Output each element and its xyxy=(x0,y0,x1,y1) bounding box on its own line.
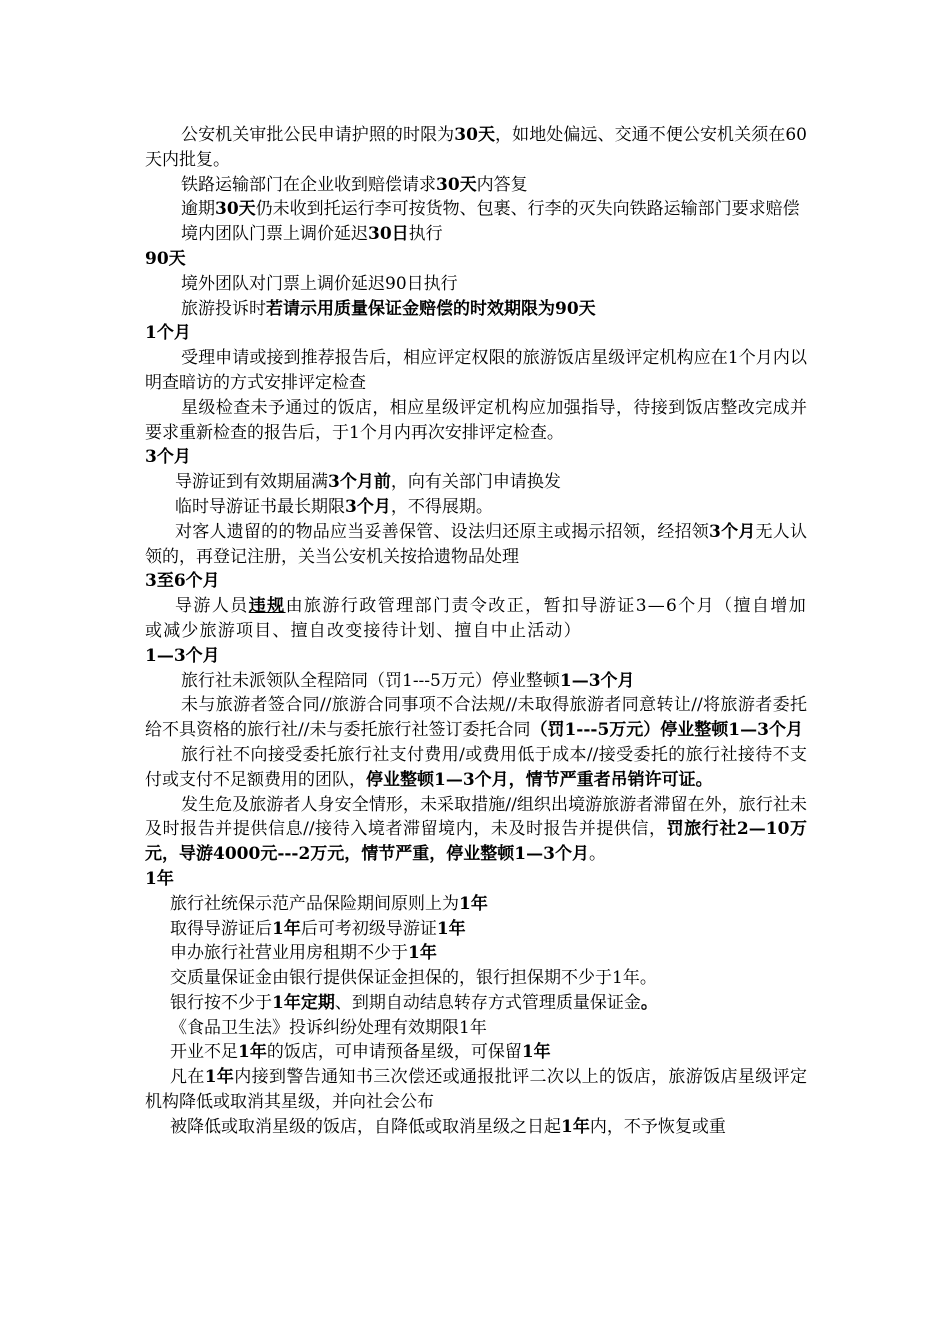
bold-text: 3个月 xyxy=(145,447,191,468)
text-run: ，向有关部门申请换发 xyxy=(390,472,561,493)
paragraph xyxy=(145,346,807,396)
text-run: 境内团队门票上调价延迟 xyxy=(181,224,368,245)
text-run: 临时导游证书最长期限 xyxy=(175,496,345,517)
bold-text: 1个月 xyxy=(145,323,191,344)
paragraph xyxy=(145,917,807,942)
bold-text: 30天 xyxy=(215,199,256,220)
paragraph xyxy=(145,1040,807,1065)
paragraph xyxy=(145,123,807,173)
paragraph xyxy=(145,470,807,495)
bold-text: 3个月 xyxy=(709,521,756,542)
bold-text: 1年 xyxy=(238,1042,267,1063)
document-body xyxy=(145,123,807,1140)
text-run: 开业不足 xyxy=(170,1042,238,1063)
text-run: 旅行社不向接受委托旅行社支付费用/或费用低于成本//接受委托的旅行社接待不支付或支付不足额费用的团队， xyxy=(145,744,807,790)
section-heading xyxy=(145,445,807,470)
text-run: 的饭店，可申请预备星级，可保留 xyxy=(266,1042,522,1063)
text-run: 公安机关审批公民申请护照的时限为 xyxy=(181,125,455,145)
bold-text: 违规 xyxy=(248,596,286,617)
paragraph xyxy=(145,743,807,793)
bold-text: 3至6个月 xyxy=(145,571,220,592)
bold-text: 1—3个月 xyxy=(145,645,220,666)
paragraph xyxy=(145,272,807,297)
text-run: 执行 xyxy=(408,224,443,245)
text-run: 仍未收到托运行李可按货物、包裹、行李的灭失向铁路运输部门要求赔偿 xyxy=(255,199,800,220)
paragraph xyxy=(145,495,807,520)
paragraph xyxy=(145,793,807,867)
paragraph xyxy=(145,197,807,222)
text-run: 星级检查未予通过的饭店，相应星级评定机构应加强指导，待接到饭店整改完成并要求重新检查的报告后，于1个月内再次安排评定检查。 xyxy=(145,397,807,443)
section-heading xyxy=(145,644,807,669)
paragraph xyxy=(145,173,807,198)
paragraph xyxy=(145,1016,807,1041)
bold-text: 3个月前 xyxy=(328,472,391,493)
text-run: 导游证到有效期届满 xyxy=(175,472,328,493)
bold-text: 若请示用质量保证金赔偿的时效期限为90天 xyxy=(266,298,596,319)
section-heading xyxy=(145,569,807,594)
text-run: 无人认领的，再登记注册，关当公安机关按拾遗物品处理 xyxy=(145,521,807,567)
paragraph xyxy=(145,396,807,446)
text-run: 未与旅游者签合同//旅游合同事项不合法规//未取得旅游者同意转让//将旅游者委托给不具资格的旅行社//未与委托旅行社签订委托合同 xyxy=(145,695,807,741)
bold-text: 罚旅行社2—10万元，导游4000元---2万元，情节严重，停业整顿1—3个月 xyxy=(145,819,807,865)
text-run: 旅行社未派领队全程陪同（罚1---5万元）停业整顿 xyxy=(181,670,560,691)
text-run: 《食品卫生法》投诉纠纷处理有效期限1年 xyxy=(170,1017,487,1038)
text-run: 内接到警告通知书三次偿还或通报批评二次以上的饭店，旅游饭店星级评定机构降低或取消其星级，并向社会公布 xyxy=(145,1067,807,1113)
bold-text: 。 xyxy=(640,992,658,1013)
text-run: 取得导游证后 xyxy=(170,918,272,939)
bold-text: 3个月 xyxy=(345,496,391,517)
bold-text: 1年 xyxy=(459,893,488,914)
text-run: 后可考初级导游证 xyxy=(300,918,437,939)
text-run: 受理申请或接到推荐报告后，相应评定权限的旅游饭店星级评定机构应在1个月内以明查暗访的方式安排评定检查 xyxy=(145,348,807,393)
paragraph xyxy=(145,297,807,322)
text-run: 交质量保证金由银行提供保证金担保的，银行担保期不少于1年。 xyxy=(170,968,657,989)
paragraph xyxy=(145,941,807,966)
bold-text: 30日 xyxy=(368,224,409,245)
section-heading xyxy=(145,867,807,892)
text-run: 凡在 xyxy=(170,1067,205,1088)
bold-text: 30天 xyxy=(436,174,477,195)
text-run: 发生危及旅游者人身安全情形，未采取措施//组织出境游旅游者滞留在外，旅行社未及时报告并提供信息//接待入境者滞留境内，未及时报告并提供信， xyxy=(145,794,807,840)
bold-text: 30天 xyxy=(454,125,496,145)
paragraph xyxy=(145,594,807,644)
text-run: 铁路运输部门在企业收到赔偿请求 xyxy=(181,174,436,195)
text-run: 内，不予恢复或重 xyxy=(589,1116,726,1137)
bold-text: 1—3个月 xyxy=(559,670,635,691)
bold-text: 停业整顿1—3个月，情节严重者吊销许可证。 xyxy=(366,769,713,790)
paragraph xyxy=(145,966,807,991)
bold-text: 1年定期 xyxy=(272,992,335,1013)
bold-text: 90天 xyxy=(145,248,186,269)
paragraph xyxy=(145,222,807,247)
section-heading xyxy=(145,247,807,272)
bold-text: 1年 xyxy=(521,1042,551,1063)
bold-text: 1年 xyxy=(436,918,466,939)
bold-text: 1年 xyxy=(145,868,174,889)
paragraph xyxy=(145,693,807,743)
bold-text: 1年 xyxy=(272,918,301,939)
text-run: 逾期 xyxy=(181,199,215,220)
bold-text: 1年 xyxy=(408,943,437,964)
text-run: 由旅游行政管理部门责令改正，暂扣导游证3—6个月（擅自增加或减少旅游项目、擅自改变接待计划、擅自中止活动） xyxy=(145,596,807,641)
text-run: 申办旅行社营业用房租期不少于 xyxy=(170,943,408,964)
text-run: 旅游投诉时 xyxy=(181,298,266,319)
bold-text: 1年 xyxy=(561,1116,590,1137)
text-run: 。 xyxy=(588,844,606,865)
text-run: 、到期自动结息转存方式管理质量保证金 xyxy=(334,992,641,1013)
paragraph xyxy=(145,892,807,917)
text-run: 导游人员 xyxy=(175,596,249,617)
paragraph xyxy=(145,669,807,694)
bold-text: 1年 xyxy=(204,1067,235,1088)
text-run: 内答复 xyxy=(476,174,528,195)
bold-text: （罚1---5万元）停业整顿1—3个月 xyxy=(530,720,803,741)
text-run: 银行按不少于 xyxy=(170,992,272,1013)
text-run: 境外团队对门票上调价延迟90日执行 xyxy=(181,273,458,294)
section-heading xyxy=(145,321,807,346)
text-run: 对客人遗留的的物品应当妥善保管、设法归还原主或揭示招领，经招领 xyxy=(175,521,710,542)
paragraph xyxy=(145,1065,807,1115)
paragraph xyxy=(145,1115,807,1140)
paragraph xyxy=(145,520,807,570)
text-run: 旅行社统保示范产品保险期间原则上为 xyxy=(170,893,459,914)
text-run: ，如地处偏远、交通不便公安机关须在60天内批复。 xyxy=(145,125,807,170)
paragraph xyxy=(145,991,807,1016)
text-run: 被降低或取消星级的饭店，自降低或取消星级之日起 xyxy=(170,1116,561,1137)
text-run: ，不得展期。 xyxy=(390,496,493,517)
